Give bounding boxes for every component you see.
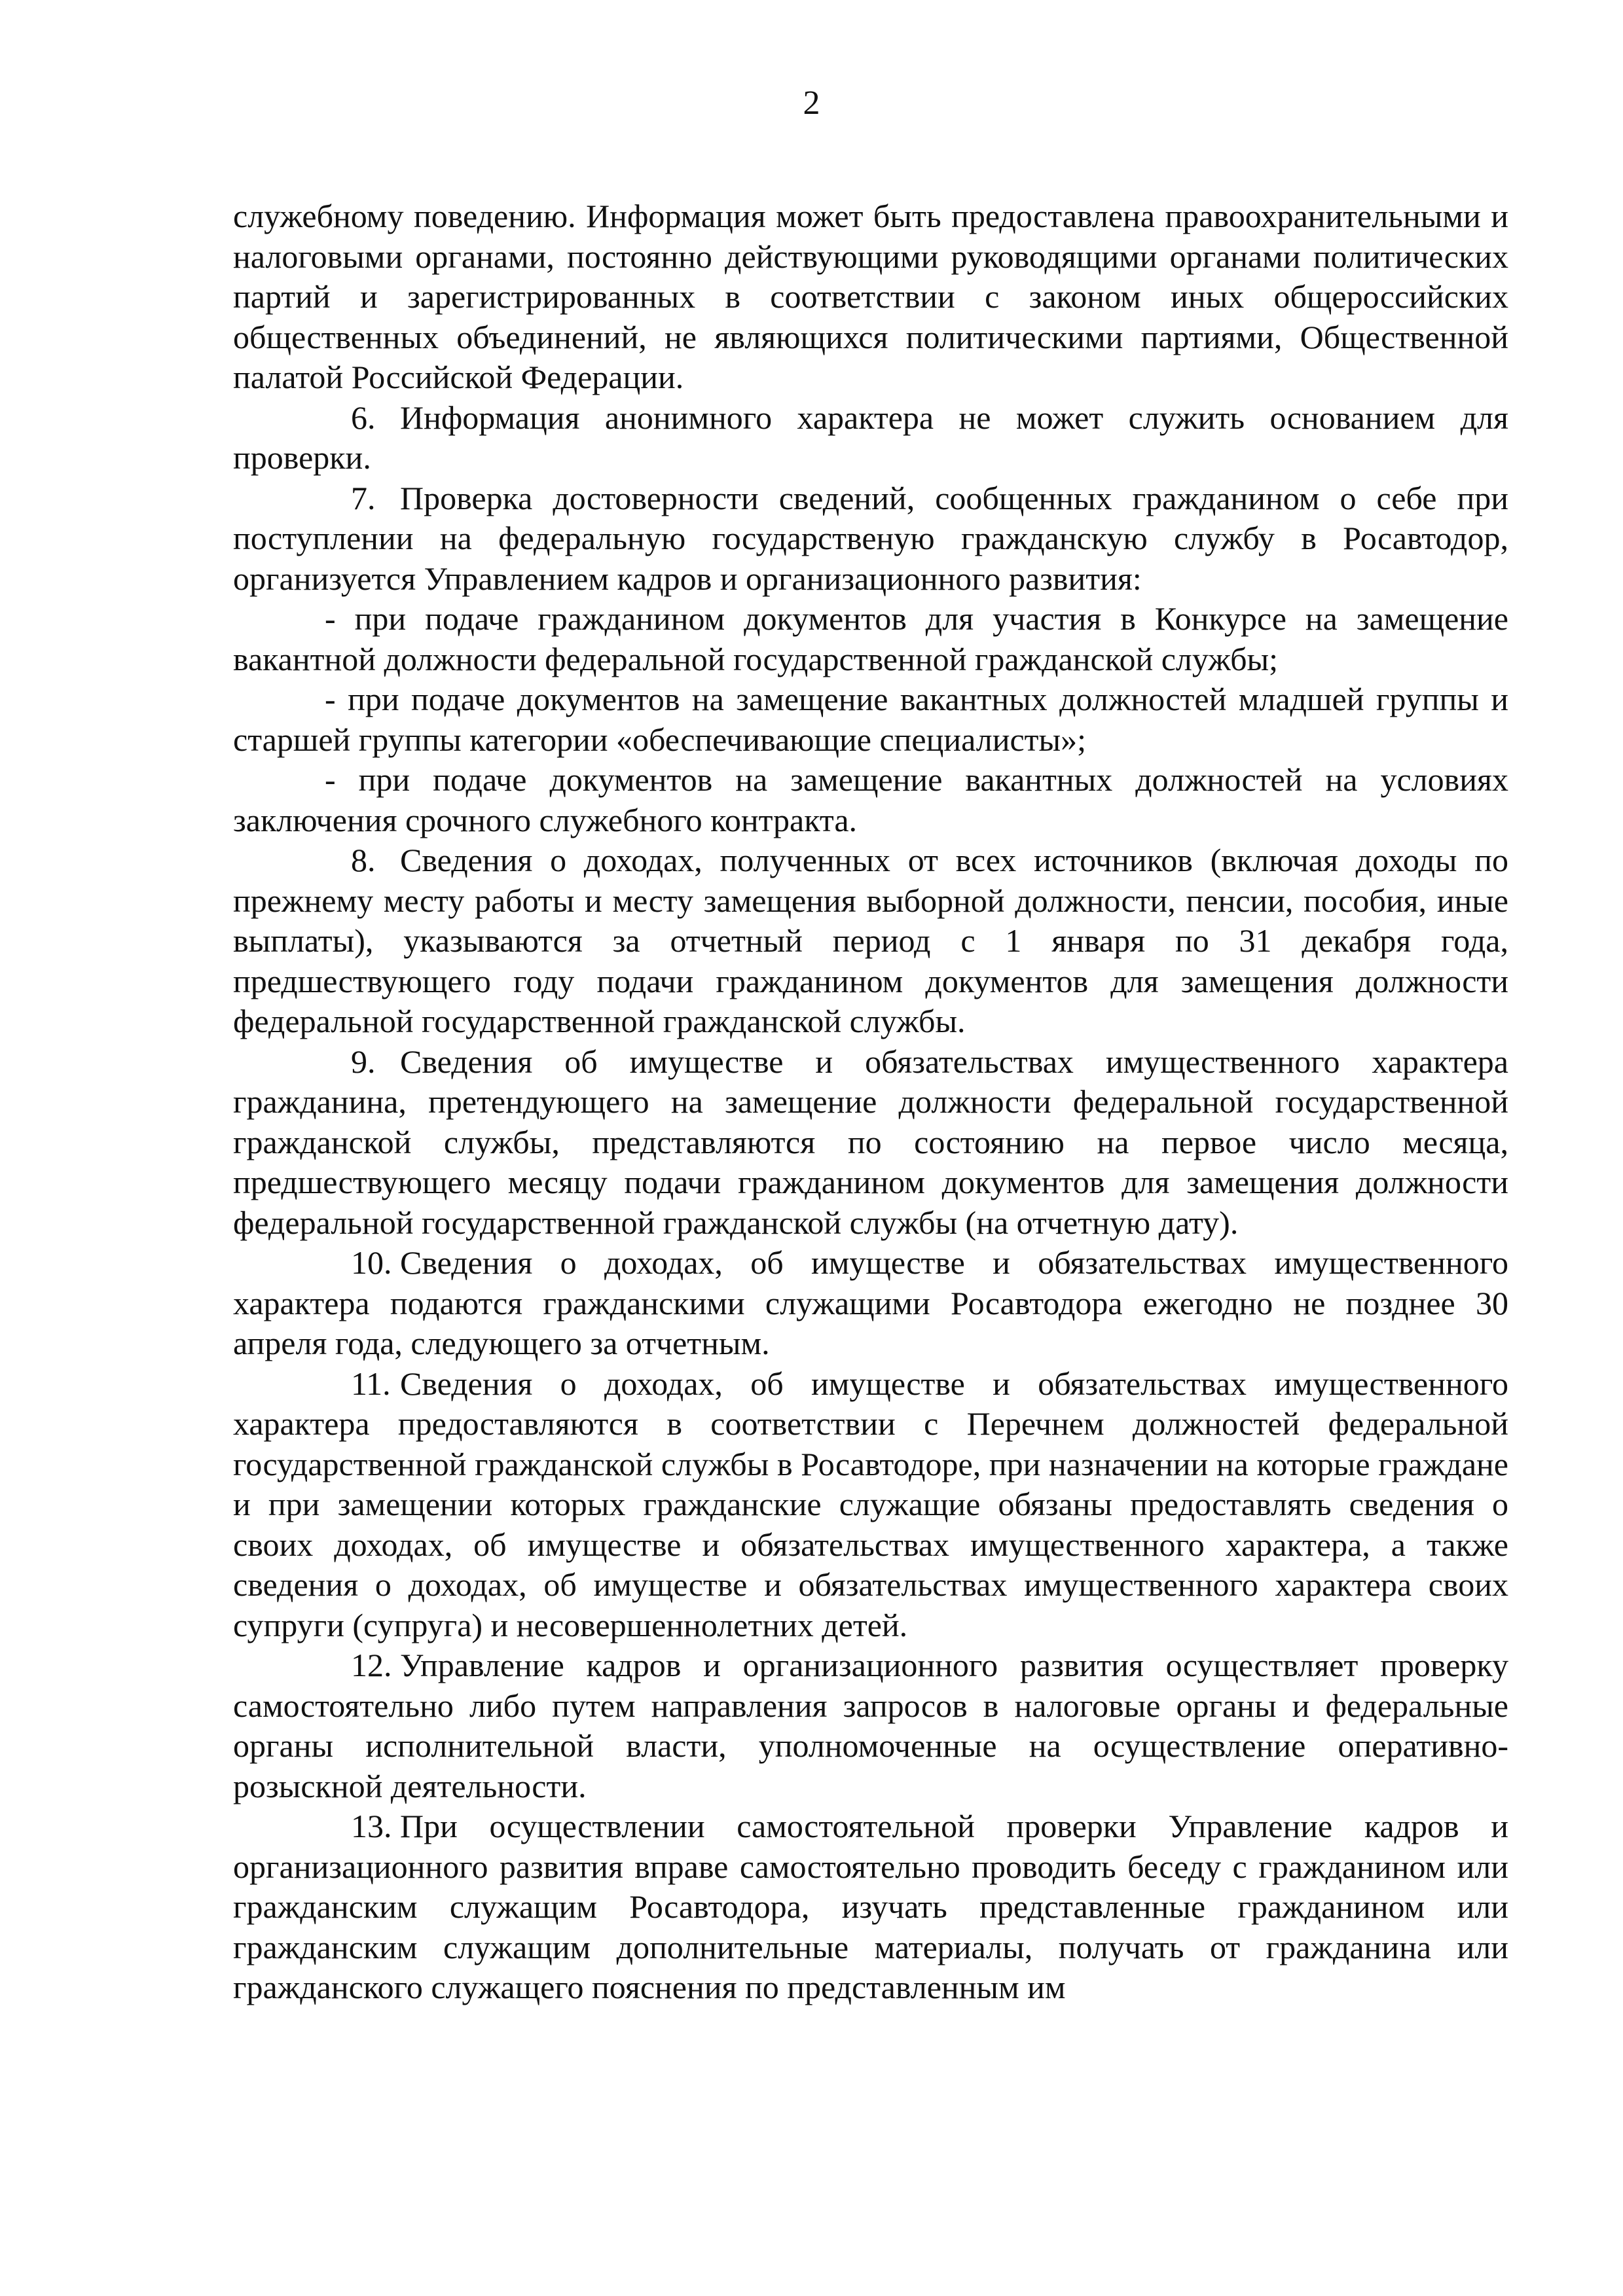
paragraph-continuation: служебному поведению. Информация может быть предоставлена правоохранительными и налоговыми органами, постоянно действующими руководящими органами политических партий и зарегистрированных в соответствии с законом иных общероссийских общественных объединений, не являющихся политическими партиями, Общественной палатой Российской Федерации. [233,198,1508,395]
paragraph-12 [233,1645,1508,1806]
paragraph-text: Сведения о доходах, об имуществе и обязательствах имущественного характера предоставляются в соответствии с Перечнем должностей федеральной государственной гражданской службы в Росавтодоре, при назначении на которые граждане и при замещении которых гражданские служащие обязаны предоставлять сведения о своих доходах, об имуществе и обязательствах имущественного характера, а также сведения о доходах, об имуществе и обязательствах имущественного характера своих супруги (супруга) и несовершеннолетних детей. [233,1365,1508,1643]
document-body [233,196,1508,2008]
paragraph-8 [233,840,1508,1042]
paragraph-text: Управление кадров и организационного развития осуществляет проверку самостоятельно либо путем направления запросов в налоговые органы и федеральные органы исполнительной власти, уполномоченные на осуществление оперативно-розыскной деятельности. [233,1647,1508,1804]
paragraph-7 [233,478,1508,600]
paragraph-text: Сведения об имуществе и обязательствах имущественного характера гражданина, претендующего на замещение должности федеральной государственной гражданской службы, представляются по состоянию на первое число месяца, предшествующего месяцу подачи гражданином документов для замещения должности федеральной государственной гражданской службы (на отчетную дату). [233,1043,1508,1241]
paragraph-text: Информация анонимного характера не может служить основанием для проверки. [233,399,1508,476]
paragraph-text: При осуществлении самостоятельной проверки Управление кадров и организационного развития вправе самостоятельно проводить беседу с гражданином или гражданским служащим Росавтодора, изучать представленные гражданином или гражданским служащим дополнительные материалы, получать от гражданина или гражданского служащего пояснения по представленным им [233,1808,1508,2005]
paragraph-number: 8. [351,842,376,878]
paragraph-number: 12. [351,1647,392,1683]
paragraph-number: 9. [351,1043,376,1080]
paragraph-number: 7. [351,479,376,516]
paragraph-11 [233,1364,1508,1646]
paragraph-number: 11. [351,1365,391,1402]
list-item-1: - при подаче гражданином документов для участия в Конкурсе на замещение вакантной должности федеральной государственной гражданской службы; [233,600,1508,677]
page-number: 2 [803,84,820,122]
list-item-3: - при подаче документов на замещение вакантных должностей на условиях заключения срочного служебного контракта. [233,761,1508,838]
paragraph-number: 10. [351,1244,392,1281]
paragraph-10 [233,1243,1508,1364]
paragraph-13 [233,1806,1508,2008]
paragraph-text: Сведения о доходах, полученных от всех источников (включая доходы по прежнему месту работы и месту замещения выборной должности, пенсии, пособия, иные выплаты), указываются за отчетный период с 1 января по 31 декабря года, предшествующего году подачи гражданином документов для замещения должности федеральной государственной гражданской службы. [233,842,1508,1039]
paragraph-text: Проверка достоверности сведений, сообщенных гражданином о себе при поступлении на федеральную государственую гражданскую службу в Росавтодор, организуется Управлением кадров и организационного развития: [233,479,1508,597]
paragraph-9 [233,1042,1508,1244]
paragraph-6 [233,398,1508,478]
paragraph-text: Сведения о доходах, об имуществе и обязательствах имущественного характера подаются гражданскими служащими Росавтодора ежегодно не позднее 30 апреля года, следующего за отчетным. [233,1244,1508,1361]
paragraph-number: 6. [351,399,376,436]
paragraph-number: 13. [351,1808,392,1844]
list-item-2: - при подаче документов на замещение вакантных должностей младшей группы и старшей группы категории «обеспечивающие специалисты»; [233,681,1508,758]
